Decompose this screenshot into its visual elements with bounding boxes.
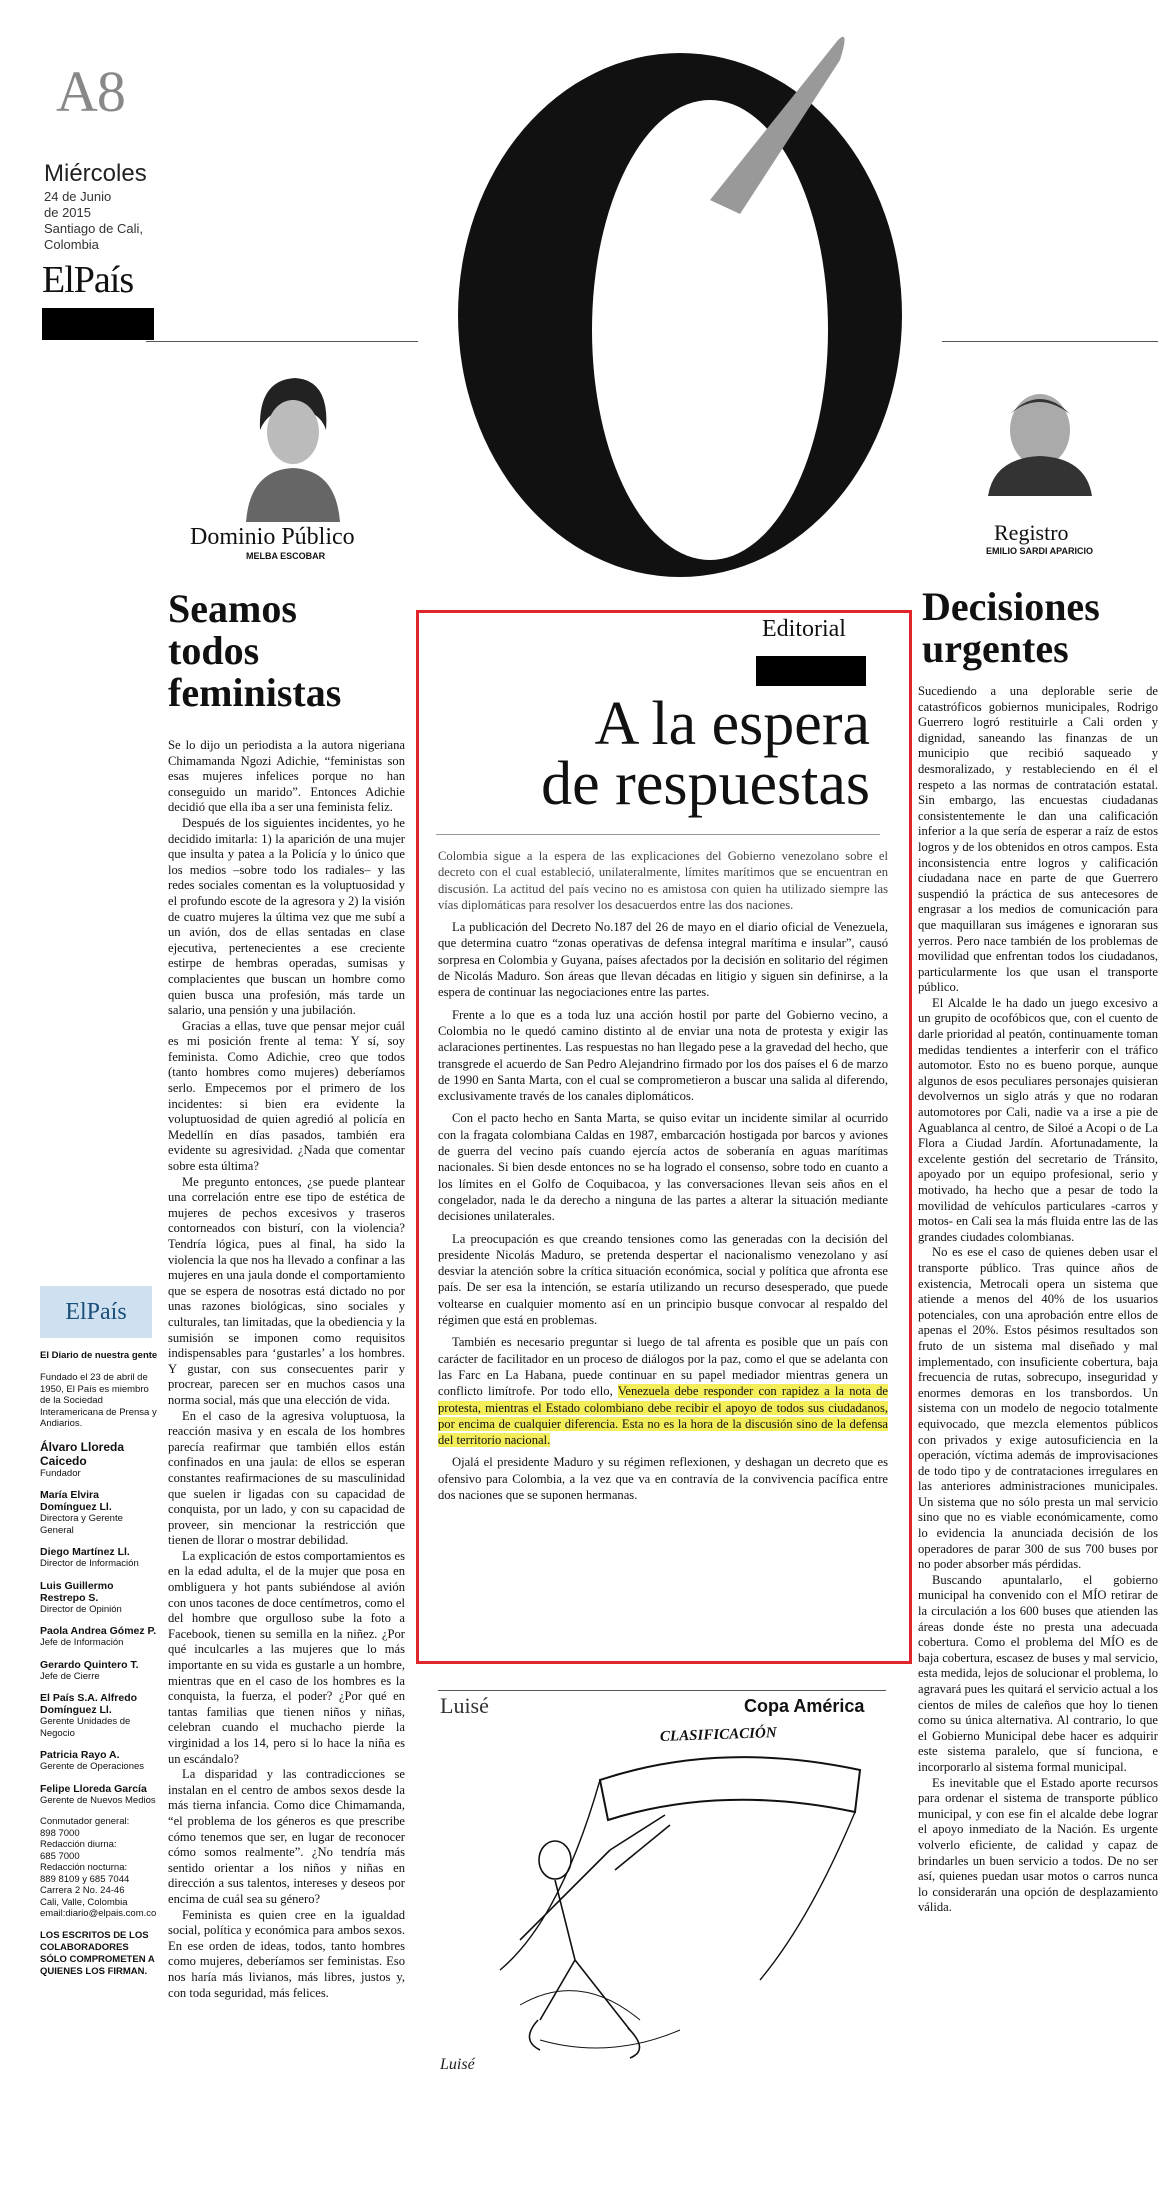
staff-name: Patricia Rayo A. [40,1749,120,1761]
staff-role: Gerente Unidades de Negocio [40,1716,131,1739]
paragraph: El Alcalde le ha dado un juego excesivo a un grupito de ocofóbicos que, con el cuento de darle prioridad al peatón, continuamente toman medidas tendientes a interferir con el tráfico automotor. Esto no es bueno porque, aunque algunos de esos peculiares personajes quisieran devolvernos un siglo atrás y que no rodaran automotores por Cali, nadie va a irse a pie de Aguablanca al centro, de Siloé a Acopi o de La Flora a Ciudad Jardín. Afortunadamente, la excelente gestión del secretario de Tránsito, apoyado por un equipo profesional, serio y motivado, ha hecho que a pesar de todo la movilidad de vehículos particulares -carros y motos- en Cali sea la más fluida entre las de las grandes ciudades colombianas. [918,995,1158,1244]
cartoon-signature: Luisé [440,2056,475,2073]
paragraph: En el caso de la agresiva voluptuosa, la reacción masiva y en escala de los hombres parecía reafirmar que también ellos están confinados en una jaula: de ellos se esperan constantes reafirmaciones de su masculinidad que suelen ir ligadas con su capacidad de conquista, por un lado, y con su capacidad de proveer, sin mencionar la restricción que tienen de llorar o mostrar debilidad. [168,1408,405,1548]
date-line1: 24 de Junio [44,189,112,204]
editorial-paragraph: Frente a lo que es a toda luz una acción hostil por parte del Gobierno vecino, a Colombia no le quedó camino distinto al de enviar una nota de protesta y exigir las aclaraciones pertinentes. Las respuestas no han llegado pese a la gravedad del hecho, que transgrede el acuerdo de San Pedro Alejandrino firmado por los dos países el 6 de marzo de 1990 en Santa Marta, con el cual se comprometieron a buscar una salida al diferendo, exclusivamente través de los canales diplomáticos. [438,1007,888,1104]
author-melba: MELBA ESCOBAR [246,551,326,561]
editorial-title-line: A la espera [594,690,870,758]
title-line: Decisiones [922,584,1100,629]
sidebar-founded: Fundado el 23 de abril de 1950, El País es miembro de la Sociedad Interamericana de Prensa y Andiarios. [40,1372,157,1429]
sidebar-disclaimer: LOS ESCRITOS DE LOS COLABORADORES SÓLO COMPROMETEN A QUIENES LOS FIRMAN. [40,1929,155,1977]
author-photo-melba [240,370,344,522]
article-title-feministas [168,588,341,714]
contact-line: Cali, Valle, Colombia [40,1896,128,1908]
cartoon-artist: Luisé [440,1693,489,1718]
article-body-decisiones [918,684,1158,1916]
staff-role: Director de Información [40,1558,139,1569]
cartoon-top-rule [438,1690,886,1691]
page-number: A8 [56,59,125,124]
staff-name: Luis Guillermo Restrepo S. [40,1579,114,1604]
contact-line: Conmutador general: [40,1816,130,1827]
editorial-paragraph-text: También es necesario preguntar si luego de tal afrenta es posible que un país con carácter de facilitador en un proceso de diálogos por la paz, como el que se adelanta con las Farc en La Habana, puede continuar en su papel mediador mientras genera un conflicto limítrofe. Por todo ello, [438,1335,888,1399]
contact-line: 685 7000 [40,1850,80,1862]
editorial-highlight: Venezuela debe responder con rapidez a la nota de protesta, mientras el Estado colombiano debe recibir el apoyo de todos sus ciudadanos, por encima de cualquier diferencia. Esta no es la hora de la discusión sino de la defensa del territorio nacional. [438,1384,888,1448]
contact-line: Redacción nocturna: [40,1862,128,1873]
staff-role: Fundador [40,1467,81,1479]
header-rule-right [942,341,1158,342]
staff-role: Gerente de Operaciones [40,1761,145,1772]
sidebar-logo: ElPaís [40,1286,152,1338]
contact-line: 898 7000 [40,1827,80,1839]
editorial-paragraph: Con el pacto hecho en Santa Marta, se quiso evitar un incidente similar al ocurrido con la fragata colombiana Caldas en 1987, embarcación hostigada por barcos y aviones de guerra del vecino país cuando ejercía actos de soberanía en aguas marítimas nacionales. Si bien desde entonces no se ha logrado el consenso, sobre todo en cuanto a los límites en el Golfo de Coquibacoa, y las conversaciones llevan seis años en el congelador, nada le da derecho a ninguna de las partes a alterar la situación mediante decisiones unilaterales. [438,1111,888,1224]
editorial-body [438,848,888,1509]
sidebar-tagline: El Diario de nuestra gente [40,1350,158,1361]
staff-name: Álvaro Lloreda Caicedo [40,1439,125,1468]
redacted-bar [42,308,154,340]
section-dominio-publico: Dominio Público [190,524,355,550]
staff-name: Felipe Lloreda García [40,1782,147,1795]
editorial-title-rule [436,834,880,835]
cartoon-banner: CLASIFICACIÓN [659,1724,777,1746]
date-weekday: Miércoles [44,160,147,187]
article-title-decisiones [922,586,1100,670]
author-photo-emilio [984,384,1092,496]
big-o-logo [420,0,940,610]
staff-name: El País S.A. Alfredo Domínguez Ll. [40,1692,138,1716]
title-line: Seamos [168,586,297,631]
section-registro: Registro [994,520,1069,545]
paragraph: Gracias a ellas, tuve que pensar mejor cuál es mi posición frente al tema: Y sí, soy feminista. Como Adichie, creo que todos (tanto hombres como mujeres) deberíamos serlo. Empecemos por el primero de los incidentes: si bien era evidente la voluptuosidad de quien agredió al policía en Medellín en días pasados, también era evidente su agresividad. ¿Nada que comentar sobre esta última? [168,1018,405,1174]
paragraph: No es ese el caso de quienes deben usar el transporte público. Tras quince años de existencia, Metrocali opera un sistema que atiende a menos del 40% de los usuarios potenciales, con una aprobación entre ellos de apenas el 20%. Estos pésimos resultados son fruto de un sistema mal diseñado y mal implementado, con insuficiente cobertura, baja frecuencia de rutas, sobrecupo, inseguridad y enormes demoras en los transbordos. Un sistema con un modelo de negocio totalmente equivocado, que mezcla elementos públicos con privados y exige autosuficiencia en la operación, víctima además de improvisaciones de todo tipo y de contrataciones irregulares en las anteriores administraciones municipales. Un sistema que no sólo presta un mal servicio sino que no es viable económicamente, como lo evidencia la anunciada decisión de los operadores de parar 300 de sus 700 buses por no poder absorber más pérdidas. [918,1245,1158,1572]
staff-role: Director de Opinión [40,1603,122,1615]
contact-line: 889 8109 y 685 7044 [40,1873,130,1885]
editorial-redacted-bar [756,656,866,686]
paragraph: La disparidad y las contradicciones se instalan en el centro de ambos sexos desde la más tierna infancia. Como dice Chimamanda, “el problema de los géneros es que prescribe cómo tenemos que ser, en lugar de reconocer cómo somos realmente”. ¿No tendría más sentido orientar a los niños y niñas en dirección a sus talentos, intereses y deseos por encima de cuál sea su género? [168,1767,405,1906]
article-body-feministas [168,738,405,2001]
title-line: urgentes [922,626,1069,671]
contact-line: Carrera 2 No. 24-46 [40,1885,125,1896]
contact-line: Redacción diurna: [40,1839,117,1850]
title-line: todos [168,628,260,673]
editorial-title-line: de respuestas [541,750,870,818]
paragraph: Buscando apuntalarlo, el gobierno municipal ha convenido con el MÍO retirar de la circulación a los 600 buses que atienden las áreas donde éste no presta una adecuada cobertura. Como el problema del MÍO es de baja cobertura, escasez de buses y mal servicio, esta medida, lejos de solucionar el problema, lo agravará pues les quitará el servicio actual a los cientos de miles de caleños que hoy lo tienen como su única alternativa. Al contrario, lo que el Gobierno Municipal debe hacer es adquirir este sistema paralelo, que sí funciona, e incorporarlo al sistema formal municipal. [918,1572,1158,1774]
editorial-title [436,690,870,818]
staff-name: María Elvira Domínguez Ll. [40,1489,112,1513]
paragraph: Se lo dijo un periodista a la autora nigeriana Chimamanda Ngozi Adichie, “feministas son esas mujeres infelices porque no han conseguido un marido”. Entonces Adichie decidió que ella iba a ser una feminista feliz. [168,738,405,815]
editorial-paragraph: La preocupación es que creando tensiones como las generadas con la decisión del presidente Nicolás Maduro, se pretenda despertar el nacionalismo venezolano y así desviar la atención sobre la crítica situación económica, social y política que afronta ese país. De ser esa la intención, se estaría utilizando un recurso desesperado, que puede voltearse en cualquier momento así en un principio busque convocar al respaldo del régimen que está en problemas. [438,1231,888,1328]
paragraph: Es inevitable que el Estado aporte recursos para ordenar el sistema de transporte público municipal, y con ese fin el alcalde debe lograr el apoyo inmediato de la Nación. Es urgente volverlo eficiente, de calidad y capaz de brindarles un buen servicio a todos. De no ser así, quienes puedan usar motos o carros nunca lo considerarán una opción de desplazamiento válida. [918,1775,1158,1915]
staff-name: Gerardo Quintero T. [40,1658,139,1671]
editorial-paragraph: La publicación del Decreto No.187 del 26 de mayo en el diario oficial de Venezuela, que determina cuatro “zonas operativas de defensa integral marítima e insular”, causó sorpresa en Colombia y Guyana, países afectados por la decisión en solitario del régimen de Nicolás Maduro. Son áreas que llevan décadas en litigio y siguen sin definirse, a la espera de continuar las negociaciones entre las partes. [438,920,888,1000]
editorial-paragraph: Ojalá el presidente Maduro y su régimen reflexionen, y deshagan un decreto que es ofensivo para Colombia, a la vez que va en contravía de la convivencia pacífica entre dos naciones que se suponen hermanas. [438,1455,888,1502]
staff-role: Jefe de Información [40,1637,124,1648]
staff-role: Directora y Gerente General [40,1513,123,1536]
editorial-label: Editorial [762,616,846,642]
city-line1: Santiago de Cali, [44,221,144,236]
staff-role: Gerente de Nuevos Medios [40,1794,156,1806]
title-line: feministas [168,670,342,715]
brand-logo: ElPaís [42,259,134,301]
staff-role: Jefe de Cierre [40,1670,100,1682]
paragraph: Feminista es quien cree en la igualdad social, política y económica para ambos sexos. En ese orden de ideas, todos, tanto hombres como mujeres, deberíamos ser feministas. Eso nos haría más livianos, más libres, justos y, con toda seguridad, más felices. [168,1907,405,2000]
paragraph: Después de los siguientes incidentes, yo he decidido imitarla: 1) la aparición de una mujer que insulta y patea a la Policía y lo único que los medios –sobre todo los radiales– y las redes sociales comentan es la voluptuosidad y el profundo escote de la agresora y 2) la visión de cuatro mujeres la última vez que me subí a un avión, dos de ellas sentadas en clase ejecutiva, pertenecientes a ese creciente estirpe de hembras operadas, sumisas y complacientes que buscan un hombre como quien busca una profesión, más tarde un salario, una pensión y una jubilación. [168,815,405,1018]
sidebar-contact [40,1816,158,1920]
paragraph: Me pregunto entonces, ¿se puede plantear una correlación entre ese tipo de estética de mujeres de pechos excesivos y traseros contorneados con bisturí, con la violencia? Tendría lógica, pues al final, ha sido la violencia la que nos ha llevado a confinar a las mujeres en una jaula donde el comportamiento que se espera de nosotras está dictado no por unas razones biológicas, sino sociales y culturales, tan limitadas, que la obediencia y la sumisión se imponen como requisitos indispensables para ‘gustarles’ a los hombres. Y gustar, con sus consecuentes parir y procrear, parecen ser en muchos casos una norma social, más que una elección de vida. [168,1174,405,1407]
editorial-paragraph [438,1334,888,1448]
header-rule-left [146,341,418,342]
cartoon-illustration [460,1720,890,2090]
paragraph: Sucediendo a una deplorable serie de catastróficos gobiernos municipales, Rodrigo Guerrero logró restituirle a Cali orden y dignidad, saneando las finanzas de un municipio que recibió saqueado y desmoralizado, y restableciendo en él el respeto a las normas de contratación estatal. Sin embargo, las encuestas ciudadanas consistentemente le dan una calificación inferior a la que sería de esperar a raíz de estos logros y de los obtenidos en otros campos. Esta inconsistencia entre logros y calificación ciudadana nace en parte de que Guerrero suspendió la práctica de sus antecesores de engrasar a los medios de comunicación para que maquillaran sus imágenes e ignoraran sus yerros. Pero nace también de los problemas de movilidad que enfrentan todos los ciudadanos, particularmente los que usan el transporte público. [918,684,1158,995]
sidebar-masthead [40,1350,158,1988]
contact-line: email:diario@elpais.com.co [40,1908,157,1919]
date-line2: de 2015 [44,205,91,220]
author-emilio: EMILIO SARDI APARICIO [986,546,1094,556]
staff-name: Paola Andrea Gómez P. [40,1625,157,1637]
paragraph: La explicación de estos comportamientos es en la edad adulta, el de la mujer que posa en ombliguera y hot pants subiéndose al avión con unos tacones de doce centímetros, como el del hombre que orgulloso sube la foto a Facebook, tienen su semilla en la niñez. ¿Por qué inculcarles a las mujeres que lo más importante en su vida es gustarle a un hombre, mientras que en el caso de los hombres es la conquista, la fuerza, el poder? ¿Por qué en tantas familias que tienen niños y niñas, celebran cuando el muchacho pierde la virginidad a los 14, pero si lo hace la niña es un escándalo? [168,1548,405,1766]
staff-name: Diego Martínez Ll. [40,1546,130,1558]
editorial-paragraph: Colombia sigue a la espera de las explicaciones del Gobierno venezolano sobre el decreto con el cual estableció, unilateralmente, límites marítimos que se encuentran en discusión. La actitud del país vecino no es amistosa con quien ha utilizado siempre las vías diplomáticas para resolver los desacuerdos entre las dos naciones. [438,849,888,912]
cartoon-title: Copa América [744,1696,865,1716]
city-line2: Colombia [44,237,99,252]
